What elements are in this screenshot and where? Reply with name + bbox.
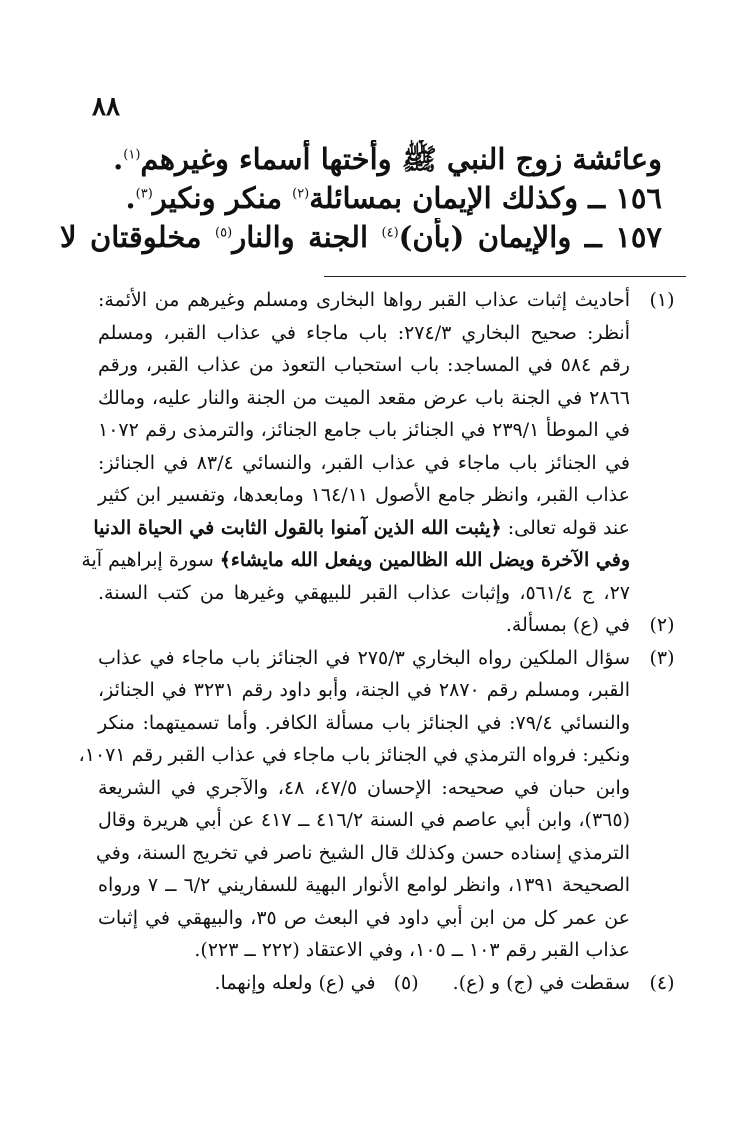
footnote-1-line-6: في الجنائز باب ماجاء في عذاب القبر، والنسائي ٨٣/٤ في الجنائز: [98, 451, 630, 474]
footnote-3-number: (٣) [649, 646, 675, 669]
footnote-1-line-2: أنظر: صحيح البخاري ٢٧٤/٣: باب ماجاء في عذاب القبر، ومسلم [98, 321, 630, 344]
main-text-line-2-part-a: ١٥٦ ــ وكذلك الإيمان بمسائلة [309, 181, 662, 215]
footnote-ref-1[interactable]: (١) [123, 147, 141, 163]
footnote-1-number: (١) [649, 289, 675, 311]
footnote-5-text: في (ع) ولعله وإنهما. [214, 971, 376, 994]
main-text-line-3-part-a: ١٥٧ ــ والإيمان (بأن) [398, 220, 662, 254]
footnote-1-line-5: في الموطأ ٢٣٩/١ في الجنائز باب جامع الجنائز، والترمذى رقم ١٠٧٢ [98, 419, 630, 441]
main-text-line-1: وعائشة زوج النبي ﷺ وأختها أسماء وغيرهم$^{(١)}$. [113, 142, 662, 176]
main-text-line-3-part-c: مخلوقتان لا [60, 220, 216, 254]
main-text-line-3 [60, 218, 662, 257]
footnote-2 [98, 609, 682, 642]
quran-verse-part-2: وفي الآخرة ويضل الله الظالمين ويفعل الله مايشاء﴾ [219, 549, 630, 571]
footnote-3-line-7: الترمذي إسناده حسن وكذلك قال الشيخ ناصر في تخريج السنة، وفي [95, 841, 630, 864]
footnote-2-text: في (ع) بمسألة. [505, 614, 630, 636]
footnote-3-line-1: سؤال الملكين رواه البخاري ٢٧٥/٣ في الجنائز باب ماجاء في عذاب [98, 646, 630, 669]
main-text-line-2-end: . [125, 181, 136, 215]
main-text-line-1-text: وعائشة زوج النبي ﷺ وأختها أسماء وغيرهم [140, 142, 662, 176]
footnotes-4-5-line [98, 967, 630, 1000]
footnote-3-line-8: الصحيحة ١٣٩١، وانظر لوامع الأنوار البهية للسفاريني ٦/٢ ــ ٧ ورواه [98, 874, 630, 896]
footnote-3-line-2: القبر، ومسلم رقم ٢٨٧٠ في الجنة، وأبو داود رقم ٣٢٣١ في الجنائز، [98, 679, 630, 701]
footnote-3-line-6: (٣٦٥)، وابن أبي عاصم في السنة ٤١٦/٢ ــ ٤١٧ عن أبي هريرة وقال [98, 809, 631, 831]
main-text-line-3-part-b: الجنة والنار [232, 220, 382, 254]
footnote-1-line-1: أحاديث إثبات عذاب القبر رواها البخارى ومسلم وغيرهم من الأئمة: [98, 289, 630, 311]
quran-verse-part-1: ﴿يثبت الله الذين آمنوا بالقول الثابت في الحياة الدنيا [93, 516, 502, 539]
footnote-3 [78, 642, 682, 967]
main-text [60, 140, 662, 257]
footnote-1-line-9-rest: سورة إبراهيم آية [81, 549, 220, 571]
footnotes-4-5 [98, 967, 682, 1000]
footnote-1-line-3: رقم ٥٨٤ في المساجد: باب استحباب التعوذ من عذاب القبر، ورقم [98, 354, 630, 376]
footnote-1-line-4: ٢٨٦٦ في الجنة باب عرض مقعد الميت من الجنة والنار عليه، ومالك [98, 386, 630, 409]
footnote-1-line-9 [81, 544, 630, 577]
main-text-line-2 [60, 179, 662, 218]
footnote-ref-3[interactable]: (٣) [135, 186, 153, 202]
footnote-ref-2[interactable]: (٢) [292, 186, 310, 202]
footnote-3-line-9: عن عمر كل من ابن أبي داود في البعث ص ٣٥، والبيهقي في إثبات [98, 906, 631, 929]
footnote-3-line-10: عذاب القبر رقم ١٠٣ ــ ١٠٥، وفي الاعتقاد (٢٢٢ ــ ٢٢٣). [194, 939, 630, 961]
page-number: ٨٨ [92, 92, 120, 122]
footnote-separator [324, 276, 686, 277]
footnote-2-number: (٢) [649, 614, 675, 636]
footnote-1-line-8 [93, 512, 630, 545]
footnote-3-line-4: ونكير: فرواه الترمذي في الجنائز باب ماجاء في عذاب القبر رقم ١٠٧١، [78, 744, 630, 766]
footnote-4-number: (٤) [649, 971, 675, 994]
footnotes [78, 284, 682, 999]
footnote-1-line-7: عذاب القبر، وانظر جامع الأصول ١٦٤/١١ ومابعدها، وتفسير ابن كثير [98, 484, 630, 506]
footnote-1-line-10: ٢٧، ج ٥٦١/٤، وإثبات عذاب القبر للبيهقي وغيرها من كتب السنة. [98, 581, 630, 604]
footnote-5-number: (٥) [393, 971, 419, 994]
footnote-1 [81, 284, 682, 609]
main-text-line-2-part-b: منكر ونكير [152, 181, 293, 215]
footnote-ref-5[interactable]: (٥) [215, 225, 233, 241]
footnote-4-text: سقطت في (ج) و (ع). [452, 971, 630, 994]
footnote-1-line-8-intro: عند قوله تعالى: [501, 516, 630, 539]
footnote-3-line-5: وابن حبان في صحيحه: الإحسان ٤٧/٥، ٤٨، والآجري في الشريعة [98, 776, 630, 799]
footnote-3-line-3: والنسائي ٧٩/٤: في الجنائز باب مسألة الكافر. وأما تسميتهما: منكر [98, 711, 630, 734]
footnote-ref-4[interactable]: (٤) [381, 225, 399, 241]
